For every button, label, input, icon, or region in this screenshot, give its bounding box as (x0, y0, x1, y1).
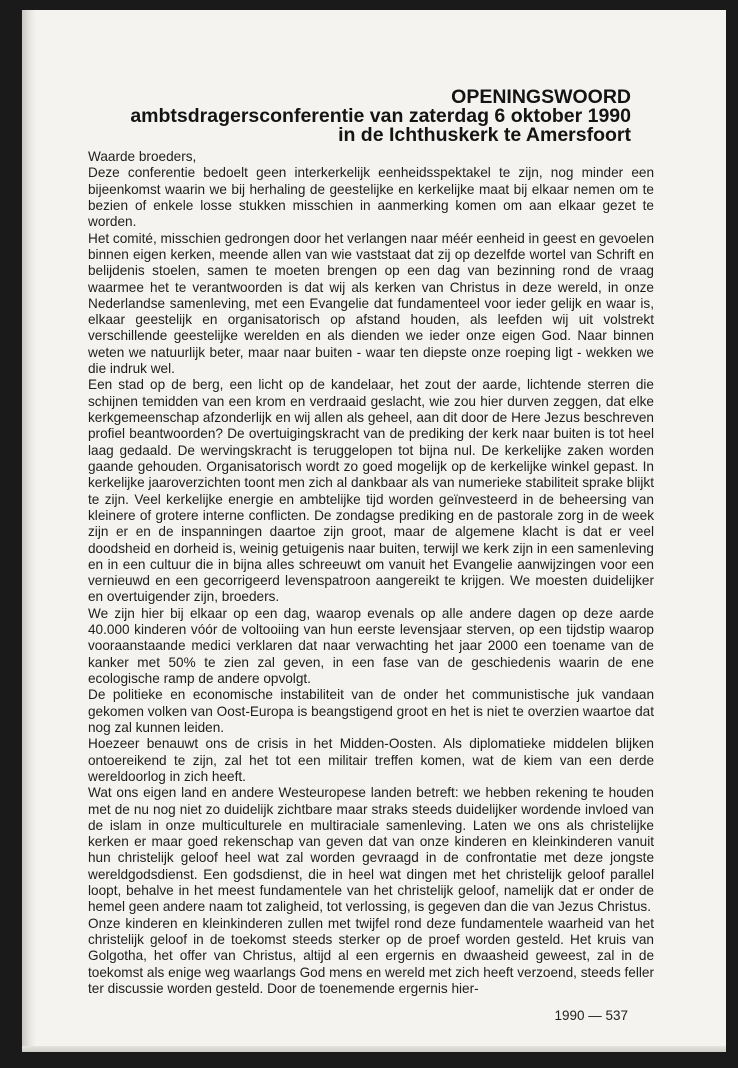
paragraph: Een stad op de berg, een licht op de kandelaar, het zout der aarde, lichtende sterren die schijnen temidden van een krom en verdraaid geslacht, wie zou hier durven zeggen, dat elke kerkgemeenschap afzonderlijk en wij allen als geheel, aan dit door de Here Jezus beschreven profiel beantwoorden? De overtuigingskracht van de prediking der kerk naar buiten is tot heel laag gedaald. De wervingskracht is teruggelopen tot bijna nul. De kerkelijke zaken worden gaande gehouden. Organisatorisch wordt zo goed mogelijk op de kerkelijke winkel gepast. In kerkelijke jaaroverzichten toont men zich al dankbaar als van numerieke stabiliteit sprake blijkt te zijn. Veel kerkelijke energie en ambtelijke tijd worden geïnvesteerd in de beheersing van kleinere of grotere interne conflicten. De zondagse prediking en de pastorale zorg in de week zijn er en de inspanningen daartoe zijn groot, maar de algemene klacht is dat er veel doodsheid en dorheid is, weinig getuigenis naar buiten, terwijl we kerk zijn in een samenleving en in een cultuur die in bijna alles schreeuwt om vanuit het Evangelie aanwijzingen voor een vernieuwd en een gecorrigeerd levenspatroon aangereikt te krijgen. We moesten duidelijker en overtuigender zijn, broeders. (88, 377, 654, 605)
article-heading (130, 88, 631, 145)
paragraph: Deze conferentie bedoelt geen interkerkelijk eenheidsspektakel te zijn, nog minder een bijeenkomst waarin we bij herhaling de geestelijke en kerkelijke maat bij elkaar nemen om te bezien of enkele losse stukken misschien in aanmerking komen om aan elkaar gezet te worden. (88, 165, 654, 230)
heading-subtitle: ambtsdragersconferentie van zaterdag 6 oktober 1990 (130, 105, 631, 127)
paragraph: De politieke en economische instabiliteit van de onder het communistische juk vandaan gekomen volken van Oost-Europa is beangstigend groot en het is niet te overzien waartoe dat nog zal kunnen leiden. (88, 687, 654, 735)
salutation: Waarde broeders, (88, 149, 197, 164)
article-body (88, 149, 654, 997)
paragraph: Hoezeer benauwt ons de crisis in het Midden-Oosten. Als diplomatieke middelen blijken ontoereikend te zijn, zal het tot een militair treffen komen, wat de kiem van een derde wereldoorlog in zich heeft. (88, 736, 654, 784)
heading-location: in de Ichthuskerk te Amersfoort (338, 124, 631, 146)
paragraph: We zijn hier bij elkaar op een dag, waarop evenals op alle andere dagen op deze aarde 40.000 kinderen vóór de voltooiing van hun eerste levensjaar sterven, op een tijdstip waarop vooraanstaande medici verklaren dat naar verwachting het jaar 2000 een toename van de kanker met 50% te zien zal geven, in een fase van de geschiedenis waarin de ene ecologische ramp de andere opvolgt. (88, 605, 654, 686)
paragraph: Wat ons eigen land en andere Westeuropese landen betreft: we hebben rekening te houden met de nu nog niet zo duidelijk zichtbare maar straks steeds duidelijker wordende invloed van de islam in onze multiculturele en multiraciale samenleving. Laten we ons als christelijke kerken er maar goed rekenschap van geven dat van onze kinderen en kleinkinderen vanuit hun christelijk geloof heel wat zal worden gevraagd in de confrontatie met deze jongste wereldgodsdienst. Een godsdienst, die in heel wat dingen met het christelijk geloof parallel loopt, behalve in het meest fundamentele van het christelijk geloof, namelijk dat er onder de hemel geen andere naam tot zaligheid, tot verlossing, is gegeven dan die van Jezus Christus. (88, 785, 654, 915)
paragraph: Onze kinderen en kleinkinderen zullen met twijfel rond deze fundamentele waarheid van het christelijk geloof in de toekomst steeds sterker op de proef worden gesteld. Het kruis van Golgotha, het offer van Christus, altijd al een ergernis en dwaasheid geweest, zal in de toekomst als enige weg waarlangs God mens en wereld met zich heeft verzoend, steeds feller ter discussie worden gesteld. Door de toenemende ergernis hier- (88, 915, 654, 996)
binding-shadow (22, 10, 36, 1052)
paragraph: Het comité, misschien gedrongen door het verlangen naar méér eenheid in geest en gevoelen binnen eigen kerken, meende allen van wie vaststaat dat zij op dezelfde wortel van Schrift en belijdenis stoelen, samen te moeten brengen op een dag van bezinning rond de vraag waarmee het te verantwoorden is dat wij als kerken van Christus in deze wereld, in onze Nederlandse samenleving, met een Evangelie dat fundamenteel voor ieder gelijk en waar is, elkaar geestelijk en organisatorisch op afstand houden, als leefden wij uit volstrekt verschillende geestelijke werelden en als dienden we ieder onze eigen God. Naar binnen weten we natuurlijk beter, maar naar buiten - waar ten diepste onze roeping ligt - wekken we die indruk wel. (88, 230, 655, 377)
heading-title: OPENINGSWOORD (451, 86, 631, 108)
page-bottom-edge (22, 1046, 726, 1052)
document-page (22, 10, 726, 1052)
page-number: 1990 — 537 (554, 1008, 628, 1023)
